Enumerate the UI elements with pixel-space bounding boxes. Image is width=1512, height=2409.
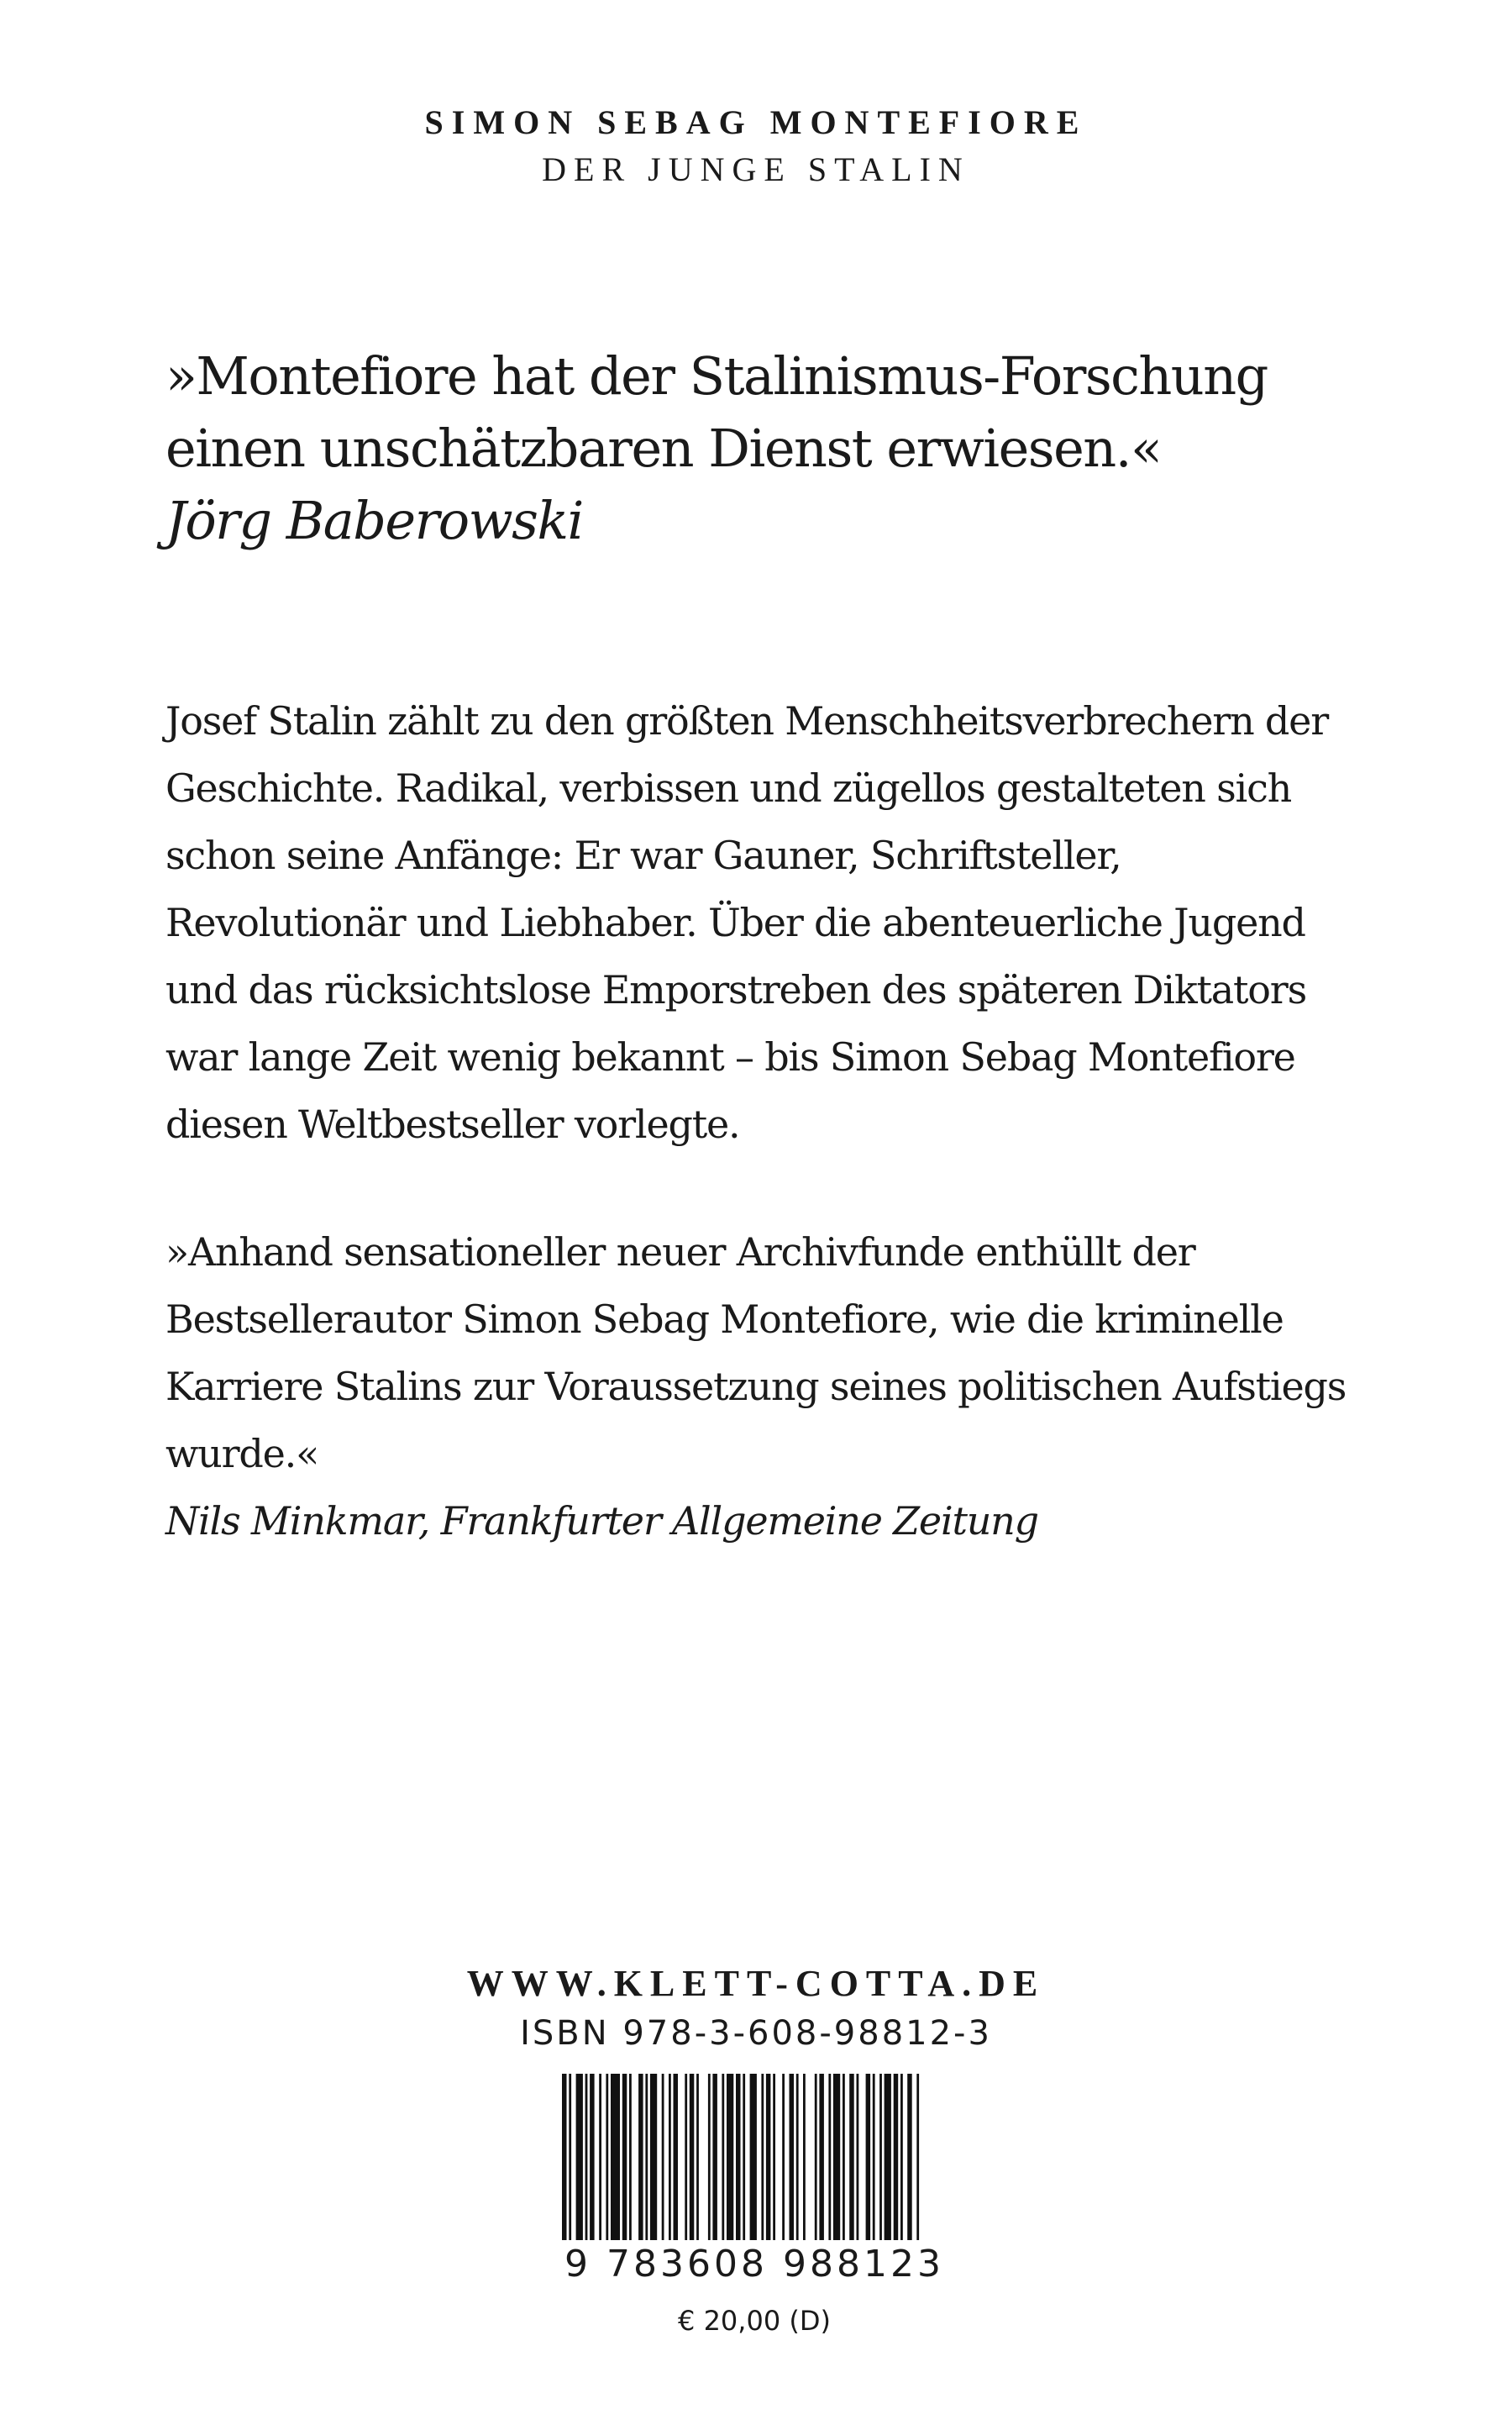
barcode-bar [585,2074,588,2240]
barcode-bar [638,2074,643,2240]
barcode-bar [857,2074,859,2240]
barcode-bar [599,2074,601,2240]
author-name: SIMON SEBAG MONTEFIORE [424,103,1088,141]
barcode-bar [606,2074,608,2240]
barcode-bar [611,2074,620,2240]
barcode-bar [685,2074,687,2240]
barcode-bar [773,2074,775,2240]
press-quote [165,1218,1358,1554]
barcode-bar [916,2074,919,2240]
barcode-bar [743,2074,745,2240]
barcode-bar [708,2074,711,2240]
barcode-bar [669,2074,671,2240]
barcode-bar [674,2074,679,2240]
barcode-bar [879,2074,882,2240]
barcode-bar [873,2074,875,2240]
barcode-bar [590,2074,595,2240]
barcode-digits: 9 783608 988123 [564,2243,944,2285]
barcode-bar [722,2074,724,2240]
barcode-bar [894,2074,899,2240]
barcode-bar [650,2074,657,2240]
barcode-bar [712,2074,717,2240]
barcode-bar [629,2074,632,2240]
barcode-bar [622,2074,627,2240]
barcode-bar [727,2074,733,2240]
lead-quote [165,340,1392,557]
book-description: Josef Stalin zählt zu den größten Menschheitsverbrechern der Geschichte. Radikal, verbissen und zügellos gestalteten sich schon seine Anfänge: Er war Gauner, Schriftsteller, Revolutionär und Liebhaber. Über die abenteuerliche Jugend und das rücksichtslose Emporstreben des späteren Diktators war lange Zeit wenig bekannt – bis Simon Sebag Montefiore diesen Weltbestseller vorlegte. [165,698,1328,1147]
barcode-bar [562,2074,567,2240]
price-label: € 20,00 (D) [678,2305,831,2337]
isbn-number: ISBN 978-3-608-98812-3 [520,2014,992,2053]
cover-header [0,99,1512,193]
barcode-bar [766,2074,771,2240]
lead-quote-text: »Montefiore hat der Stalinismus-Forschung einen unschätzbaren Dienst erwiesen.« [165,345,1268,479]
barcode-bar [843,2074,845,2240]
barcode-bar [576,2074,583,2240]
barcode-bar [761,2074,764,2240]
barcode-bar [690,2074,695,2240]
barcode-bar [828,2074,831,2240]
press-quote-author: Nils Minkmar, Frankfurter Allgemeine Zeitung [165,1498,1038,1544]
barcode-bar [900,2074,903,2240]
lead-quote-author: Jörg Baberowski [165,490,583,551]
barcode-bar [750,2074,757,2240]
publisher-website: WWW.KLETT-COTTA.DE [466,1963,1046,2004]
barcode-bar [696,2074,699,2240]
barcode-bar [569,2074,571,2240]
barcode-bar [907,2074,912,2240]
barcode-bar [736,2074,741,2240]
barcode [557,2074,952,2240]
barcode-bar [782,2074,785,2240]
press-quote-text: »Anhand sensationeller neuer Archivfunde enthüllt der Bestsellerautor Simon Sebag Montefiore, wie die kriminelle Karriere Stalins zur Voraussetzung seines politischen Aufstiegs wurde.« [165,1229,1347,1476]
barcode-bar [803,2074,806,2240]
barcode-bar [819,2074,824,2240]
barcode-bar [662,2074,664,2240]
book-title: DER JUNGE STALIN [542,150,970,188]
barcode-bar [833,2074,840,2240]
barcode-bar [645,2074,648,2240]
barcode-bar [866,2074,871,2240]
barcode-bar [885,2074,891,2240]
publisher-footer [0,1959,1512,2059]
barcode-bar [796,2074,799,2240]
barcode-bar [849,2074,854,2240]
barcode-bar [790,2074,795,2240]
barcode-bar [815,2074,817,2240]
